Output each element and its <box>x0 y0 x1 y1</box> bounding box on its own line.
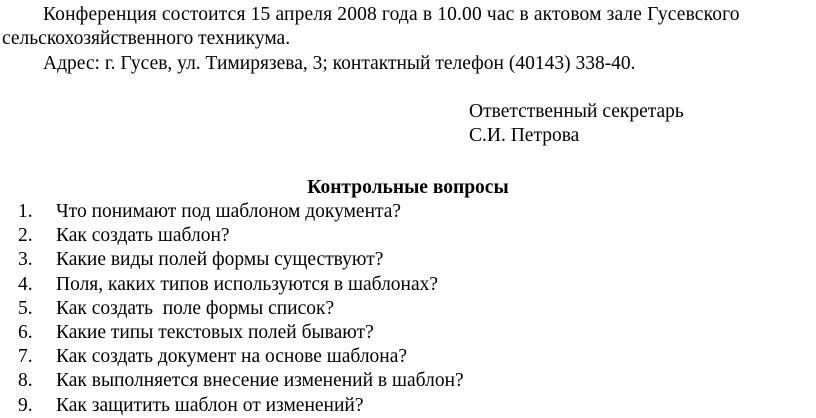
question-text: Как создать шаблон? <box>56 225 230 247</box>
questions-heading <box>0 176 816 200</box>
question-text: Какие виды полей формы существуют? <box>56 249 384 271</box>
question-number: 2. <box>18 225 33 247</box>
conference-announcement-line2: сельскохозяйственного техникума. <box>2 28 291 49</box>
question-number: 3. <box>18 249 33 271</box>
signature-title: Ответственный секретарь <box>469 101 684 122</box>
question-number: 4. <box>18 273 33 295</box>
conference-announcement-line1: Конференция состоится 15 апреля 2008 года в 10.00 час в актовом зале Гусевского <box>43 4 740 25</box>
question-number: 5. <box>18 297 33 319</box>
signature-name: С.И. Петрова <box>469 125 580 146</box>
question-text: Что понимают под шаблоном документа? <box>56 201 402 222</box>
question-text: Какие типы текстовых полей бывают? <box>56 321 374 343</box>
questions-heading-text: Контрольные вопросы <box>307 177 509 198</box>
question-number: 6. <box>18 321 33 343</box>
question-text: Как защитить шаблон от изменений? <box>56 394 364 416</box>
question-number: 1. <box>18 201 33 222</box>
question-number: 9. <box>18 394 33 416</box>
question-text: Поля, каких типов используются в шаблонах? <box>56 273 439 295</box>
question-number: 7. <box>18 346 33 368</box>
conference-address: Адрес: г. Гусев, ул. Тимирязева, 3; контактный телефон (40143) 338-40. <box>43 53 636 74</box>
question-text: Как создать поле формы список? <box>56 297 335 319</box>
question-text: Как выполняется внесение изменений в шаблон? <box>56 370 464 392</box>
question-number: 8. <box>18 370 33 392</box>
question-text: Как создать документ на основе шаблона? <box>56 346 408 368</box>
